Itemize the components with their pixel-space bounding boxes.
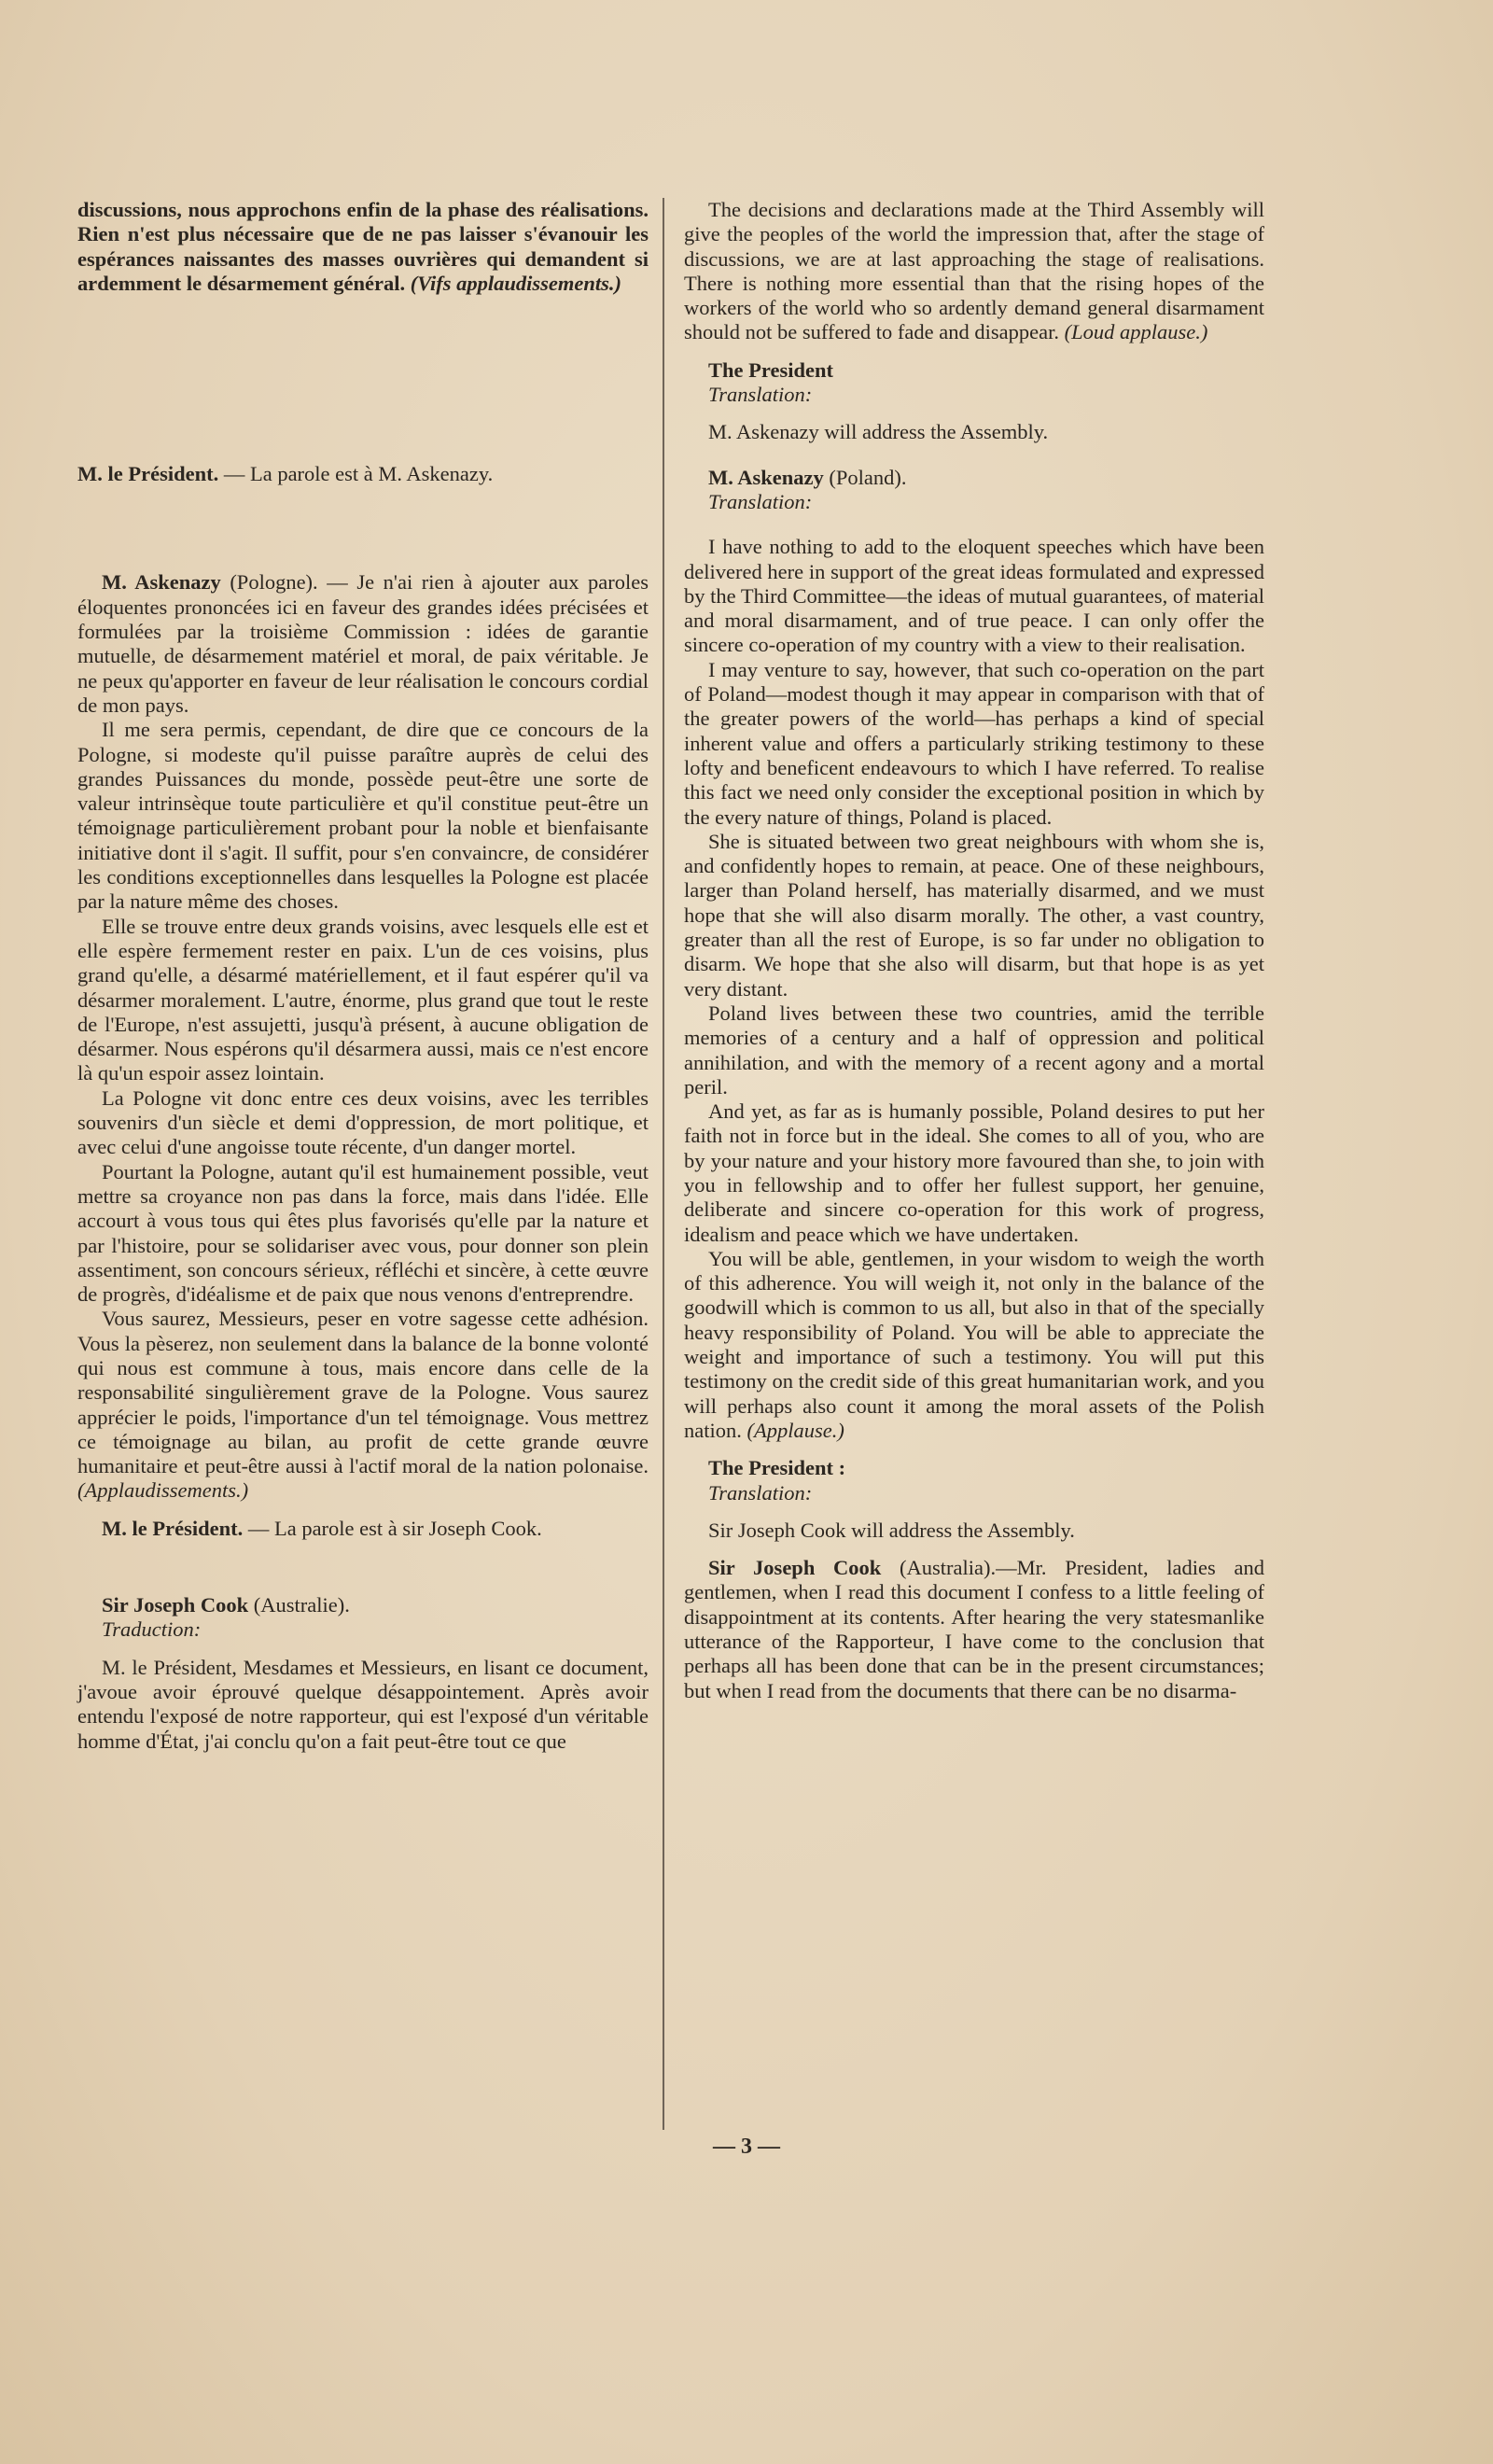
french-president-1 bbox=[77, 462, 649, 486]
president-2-text: — La parole est à sir Joseph Cook. bbox=[247, 1516, 542, 1540]
french-askenazy-p3: Elle se trouve entre deux grands voisins, avec lesquels elle est et elle espère fermement rester en paix. L'un de ces voisins, plus grand qu'elle, a désarmé matériellement, et il faut espérer qu'il va désarmer moralement. L'autre, énorme, plus grand que tout le reste de l'Europe, n'est assujetti, jusqu'à présent, à aucune obligation de désarmer. Nous espérons qu'il désarmera aussi, mais ce n'est encore là qu'un espoir assez lointain. bbox=[77, 914, 649, 1085]
translation-label: Traduction: bbox=[102, 1617, 202, 1642]
french-askenazy-p4: La Pologne vit donc entre ces deux voisins, avec les terribles souvenirs d'un siècle et demi d'oppression, de mort politique, et avec celui d'une angoisse toute récente, d'un danger mortel. bbox=[77, 1085, 649, 1159]
speaker-name: M. Askenazy bbox=[102, 570, 221, 595]
askenazy-p6-text: Vous saurez, Messieurs, peser en votre sagesse cette adhésion. Vous la pèserez, non seulement dans la balance de la bonne volonté qui nous est commune à tous, mais encore dans celle de la responsabilité singulièrement grave de la Pologne. Vous saurez apprécier le poids, l'importance d'un tel témoignage. Vous mettrez ce témoignage au bilan, au profit de cette grande œuvre humanitaire et peut-être aussi à l'actif moral de la nation polonaise. bbox=[77, 1307, 649, 1478]
translation-label: Translation: bbox=[708, 383, 813, 407]
french-intro-applause: (Vifs applaudissements.) bbox=[410, 271, 622, 295]
speaker-name: M. le Président. bbox=[102, 1516, 244, 1540]
english-askenazy-p5: And yet, as far as is humanly possible, Poland desires to put her faith not in force but in the ideal. She comes to all of you, who are by your nature and your history more favoured than she, to join with you in fellowship and to offer her fullest support, her genuine, deliberate and sincere co-operation for this work of progress, idealism and peace which we have undertaken. bbox=[684, 1099, 1264, 1246]
french-cook-heading bbox=[77, 1593, 649, 1643]
english-column bbox=[684, 198, 1264, 1703]
english-intro-paragraph bbox=[684, 198, 1264, 345]
english-intro-text: The decisions and declarations made at the Third Assembly will give the peoples of the world the impression that, after the stage of discussions, we are at last approaching the stage of realisations. There is nothing more essential than that the rising hopes of the workers of the world who so ardently demand general disarmament should not be suffered to fade and disappear. bbox=[684, 198, 1264, 344]
english-intro-applause: (Loud applause.) bbox=[1064, 320, 1208, 344]
askenazy-p6-text: You will be able, gentlemen, in your wisdom to weigh the worth of this adherence. You will weigh it, not only in the balance of the goodwill which is common to us all, but also in that of the specially heavy responsibility of Poland. You will be able to appreciate the weight and importance of such a testimony. You will put this testimony on the credit side of this great humanitarian work, and you will perhaps also count it among the moral assets of the Polish nation. bbox=[684, 1246, 1264, 1442]
translation-label: Translation: bbox=[708, 1480, 813, 1505]
cook-p1-text: (Australia).—Mr. President, ladies and gentlemen, when I read this document I confess to a little feeling of disappointment at its contents. After hearing the very statesmanlike utterance of the Rapporteur, I have come to the conclusion that perhaps all has been done that can be in the present circumstances; but when I read from the documents that there can be no disarma- bbox=[684, 1556, 1264, 1702]
english-askenazy-p2: I may venture to say, however, that such co-operation on the part of Poland—modest though it may appear in comparison with that of the greater powers of the world—has perhaps a kind of special inherent value and offers a particularly striking testimony to these lofty and beneficent endeavours to which I have referred. To realise this fact we need only consider the exceptional position in which by the every nature of things, Poland is placed. bbox=[684, 657, 1264, 829]
speaker-name: The President : bbox=[708, 1456, 846, 1480]
english-askenazy-p3: She is situated between two great neighbours with whom she is, and confidently hopes to remain, at peace. One of these neighbours, larger than Poland herself, has materially disarmed, and we must hope that she will also disarm morally. The other, a vast country, greater than all the rest of Europe, is so far under no obligation to disarm. We hope that she also will disarm, but that hope is as yet very distant. bbox=[684, 829, 1264, 1001]
askenazy-p1-text: — Je n'ai rien à ajouter aux paroles éloquentes prononcées ici en faveur des grandes idées précisées et formulées par la troisième Commission : idées de garantie mutuelle, de désarmement matériel et moral, de paix véritable. Je ne peux qu'apporter en faveur de leur réalisation le concours cordial de mon pays. bbox=[77, 570, 649, 717]
english-president-2-heading bbox=[684, 1456, 1264, 1505]
speaker-country: (Pologne). bbox=[230, 570, 318, 595]
french-askenazy-p5: Pourtant la Pologne, autant qu'il est humainement possible, veut mettre sa croyance non pas dans la force, mais dans l'idée. Elle accourt à vous tous qui êtes plus favorisés qu'elle par la nature et par l'histoire, pour se solidariser avec vous, pour donner son plein assentiment, son concours sérieux, réfléchi et sincère, à cette œuvre de progrès, d'idéalisme et de paix que nous venons d'entreprendre. bbox=[77, 1159, 649, 1307]
french-intro-paragraph bbox=[77, 198, 649, 296]
french-cook-p1: M. le Président, Mesdames et Messieurs, en lisant ce document, j'avoue avoir éprouvé quelque désappointement. Après avoir entendu l'exposé de notre rapporteur, qui est l'exposé d'un véritable homme d'État, j'ai conclu qu'on a fait peut-être tout ce que bbox=[77, 1655, 649, 1753]
english-president-2-text: Sir Joseph Cook will address the Assembly. bbox=[708, 1518, 1075, 1542]
french-askenazy-p2: Il me sera permis, cependant, de dire que ce concours de la Pologne, si modeste qu'il puisse paraître auprès de celui des grandes Puissances du monde, possède peut-être une sorte de valeur intrinsèque toute particulière et qu'il constitue peut-être un témoignage particulièrement probant pour la noble et bienfaisante initiative dont il s'agit. Il suffit, pour s'en convaincre, de considérer les conditions exceptionnelles dans lesquelles la Pologne est placée par la nature même des choses. bbox=[77, 718, 649, 914]
french-president-2 bbox=[77, 1517, 649, 1541]
speaker-country: (Poland). bbox=[829, 465, 907, 489]
askenazy-p6-applause: (Applause.) bbox=[746, 1418, 844, 1442]
english-cook-p1 bbox=[684, 1556, 1264, 1703]
translation-label: Translation: bbox=[708, 489, 813, 513]
english-askenazy-heading bbox=[684, 466, 1264, 515]
french-intro-text: discussions, nous approchons enfin de la phase des réalisations. Rien n'est plus nécessaire que de ne pas laisser s'évanouir les espérances naissantes des masses ouvrières qui demandent si ardemment le désarmement général. bbox=[77, 198, 649, 295]
speaker-name: Sir Joseph Cook bbox=[708, 1556, 882, 1580]
french-askenazy-p6 bbox=[77, 1307, 649, 1503]
speaker-name: M. Askenazy bbox=[708, 465, 824, 489]
page-number: — 3 — bbox=[713, 2135, 780, 2159]
french-column bbox=[77, 198, 649, 1754]
english-president-1-text: M. Askenazy will address the Assembly. bbox=[708, 420, 1049, 444]
speaker-name: Sir Joseph Cook bbox=[102, 1593, 249, 1617]
speaker-country: (Australie). bbox=[253, 1593, 350, 1617]
askenazy-p6-applause: (Applaudissements.) bbox=[77, 1478, 249, 1503]
english-askenazy-p1: I have nothing to add to the eloquent speeches which have been delivered here in support of the great ideas formulated and expressed by the Third Committee—the ideas of mutual guarantees, of material and moral disarmament, and of true peace. I can only offer the sincere co-operation of my country with a view to their realisation. bbox=[684, 535, 1264, 657]
french-askenazy-p1 bbox=[77, 570, 649, 718]
english-president-1-heading bbox=[684, 358, 1264, 408]
english-askenazy-p6 bbox=[684, 1247, 1264, 1443]
president-1-text: — La parole est à M. Askenazy. bbox=[223, 462, 494, 486]
english-askenazy-p4: Poland lives between these two countries, amid the terrible memories of a century and a half of oppression and political annihilation, and with the memory of a recent agony and a mortal peril. bbox=[684, 1001, 1264, 1099]
speaker-name: M. le Président. bbox=[77, 462, 219, 486]
speaker-name: The President bbox=[708, 357, 833, 382]
column-divider bbox=[663, 198, 664, 2130]
